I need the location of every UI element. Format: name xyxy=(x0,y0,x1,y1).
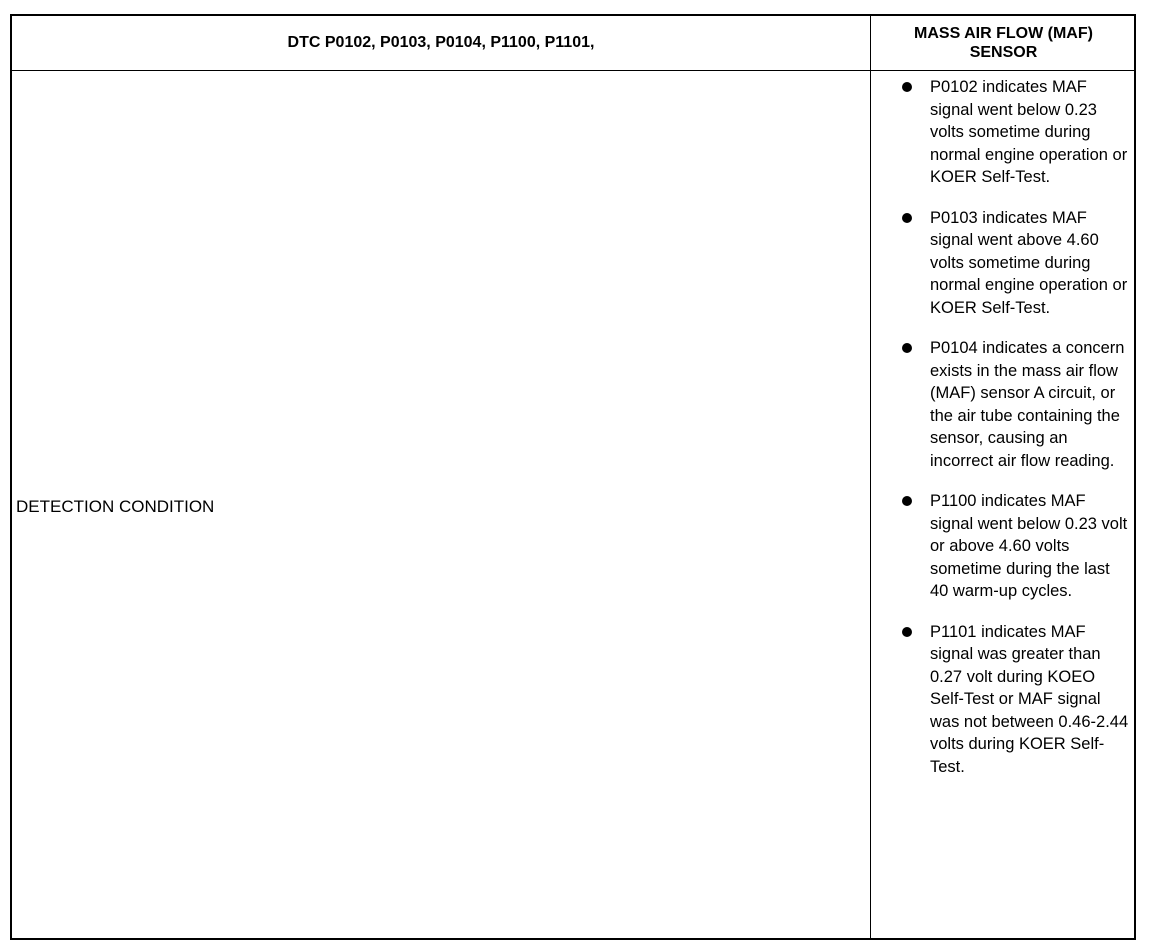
dtc-table xyxy=(10,14,1136,940)
bullet-icon xyxy=(902,213,912,223)
list-item-text: P1100 indicates MAF signal went below 0.23 volt or above 4.60 volts sometime during the last 40 warm-up cycles. xyxy=(930,492,1128,600)
bullet-icon xyxy=(902,496,912,506)
bullet-icon xyxy=(902,343,912,353)
list-item xyxy=(900,207,1130,320)
column-divider xyxy=(870,16,871,938)
list-item-text: P0102 indicates MAF signal went below 0.23 volts sometime during normal engine operation or KOER Self-Test. xyxy=(930,78,1128,186)
list-item xyxy=(900,490,1130,603)
list-item xyxy=(900,337,1130,472)
list-item-text: P1101 indicates MAF signal was greater than 0.27 volt during KOEO Self-Test or MAF signal was not between 0.46-2.44 volts during KOER Self-Test. xyxy=(930,622,1129,776)
detection-condition-label: DETECTION CONDITION xyxy=(16,497,215,516)
list-item xyxy=(900,76,1130,189)
table-header-row xyxy=(12,16,1134,71)
bullet-icon xyxy=(902,627,912,637)
detection-condition-list xyxy=(900,76,1130,796)
header-maf-sensor: MASS AIR FLOW (MAF) SENSOR xyxy=(914,25,1093,61)
bullet-icon xyxy=(902,82,912,92)
header-dtc-codes: DTC P0102, P0103, P0104, P1100, P1101, xyxy=(287,34,595,51)
list-item xyxy=(900,621,1130,779)
list-item-text: P0103 indicates MAF signal went above 4.60 volts sometime during normal engine operation or KOER Self-Test. xyxy=(930,208,1128,317)
list-item-text: P0104 indicates a concern exists in the mass air flow (MAF) sensor A circuit, or the air tube containing the sensor, causing an incorrect air flow reading. xyxy=(930,339,1125,470)
